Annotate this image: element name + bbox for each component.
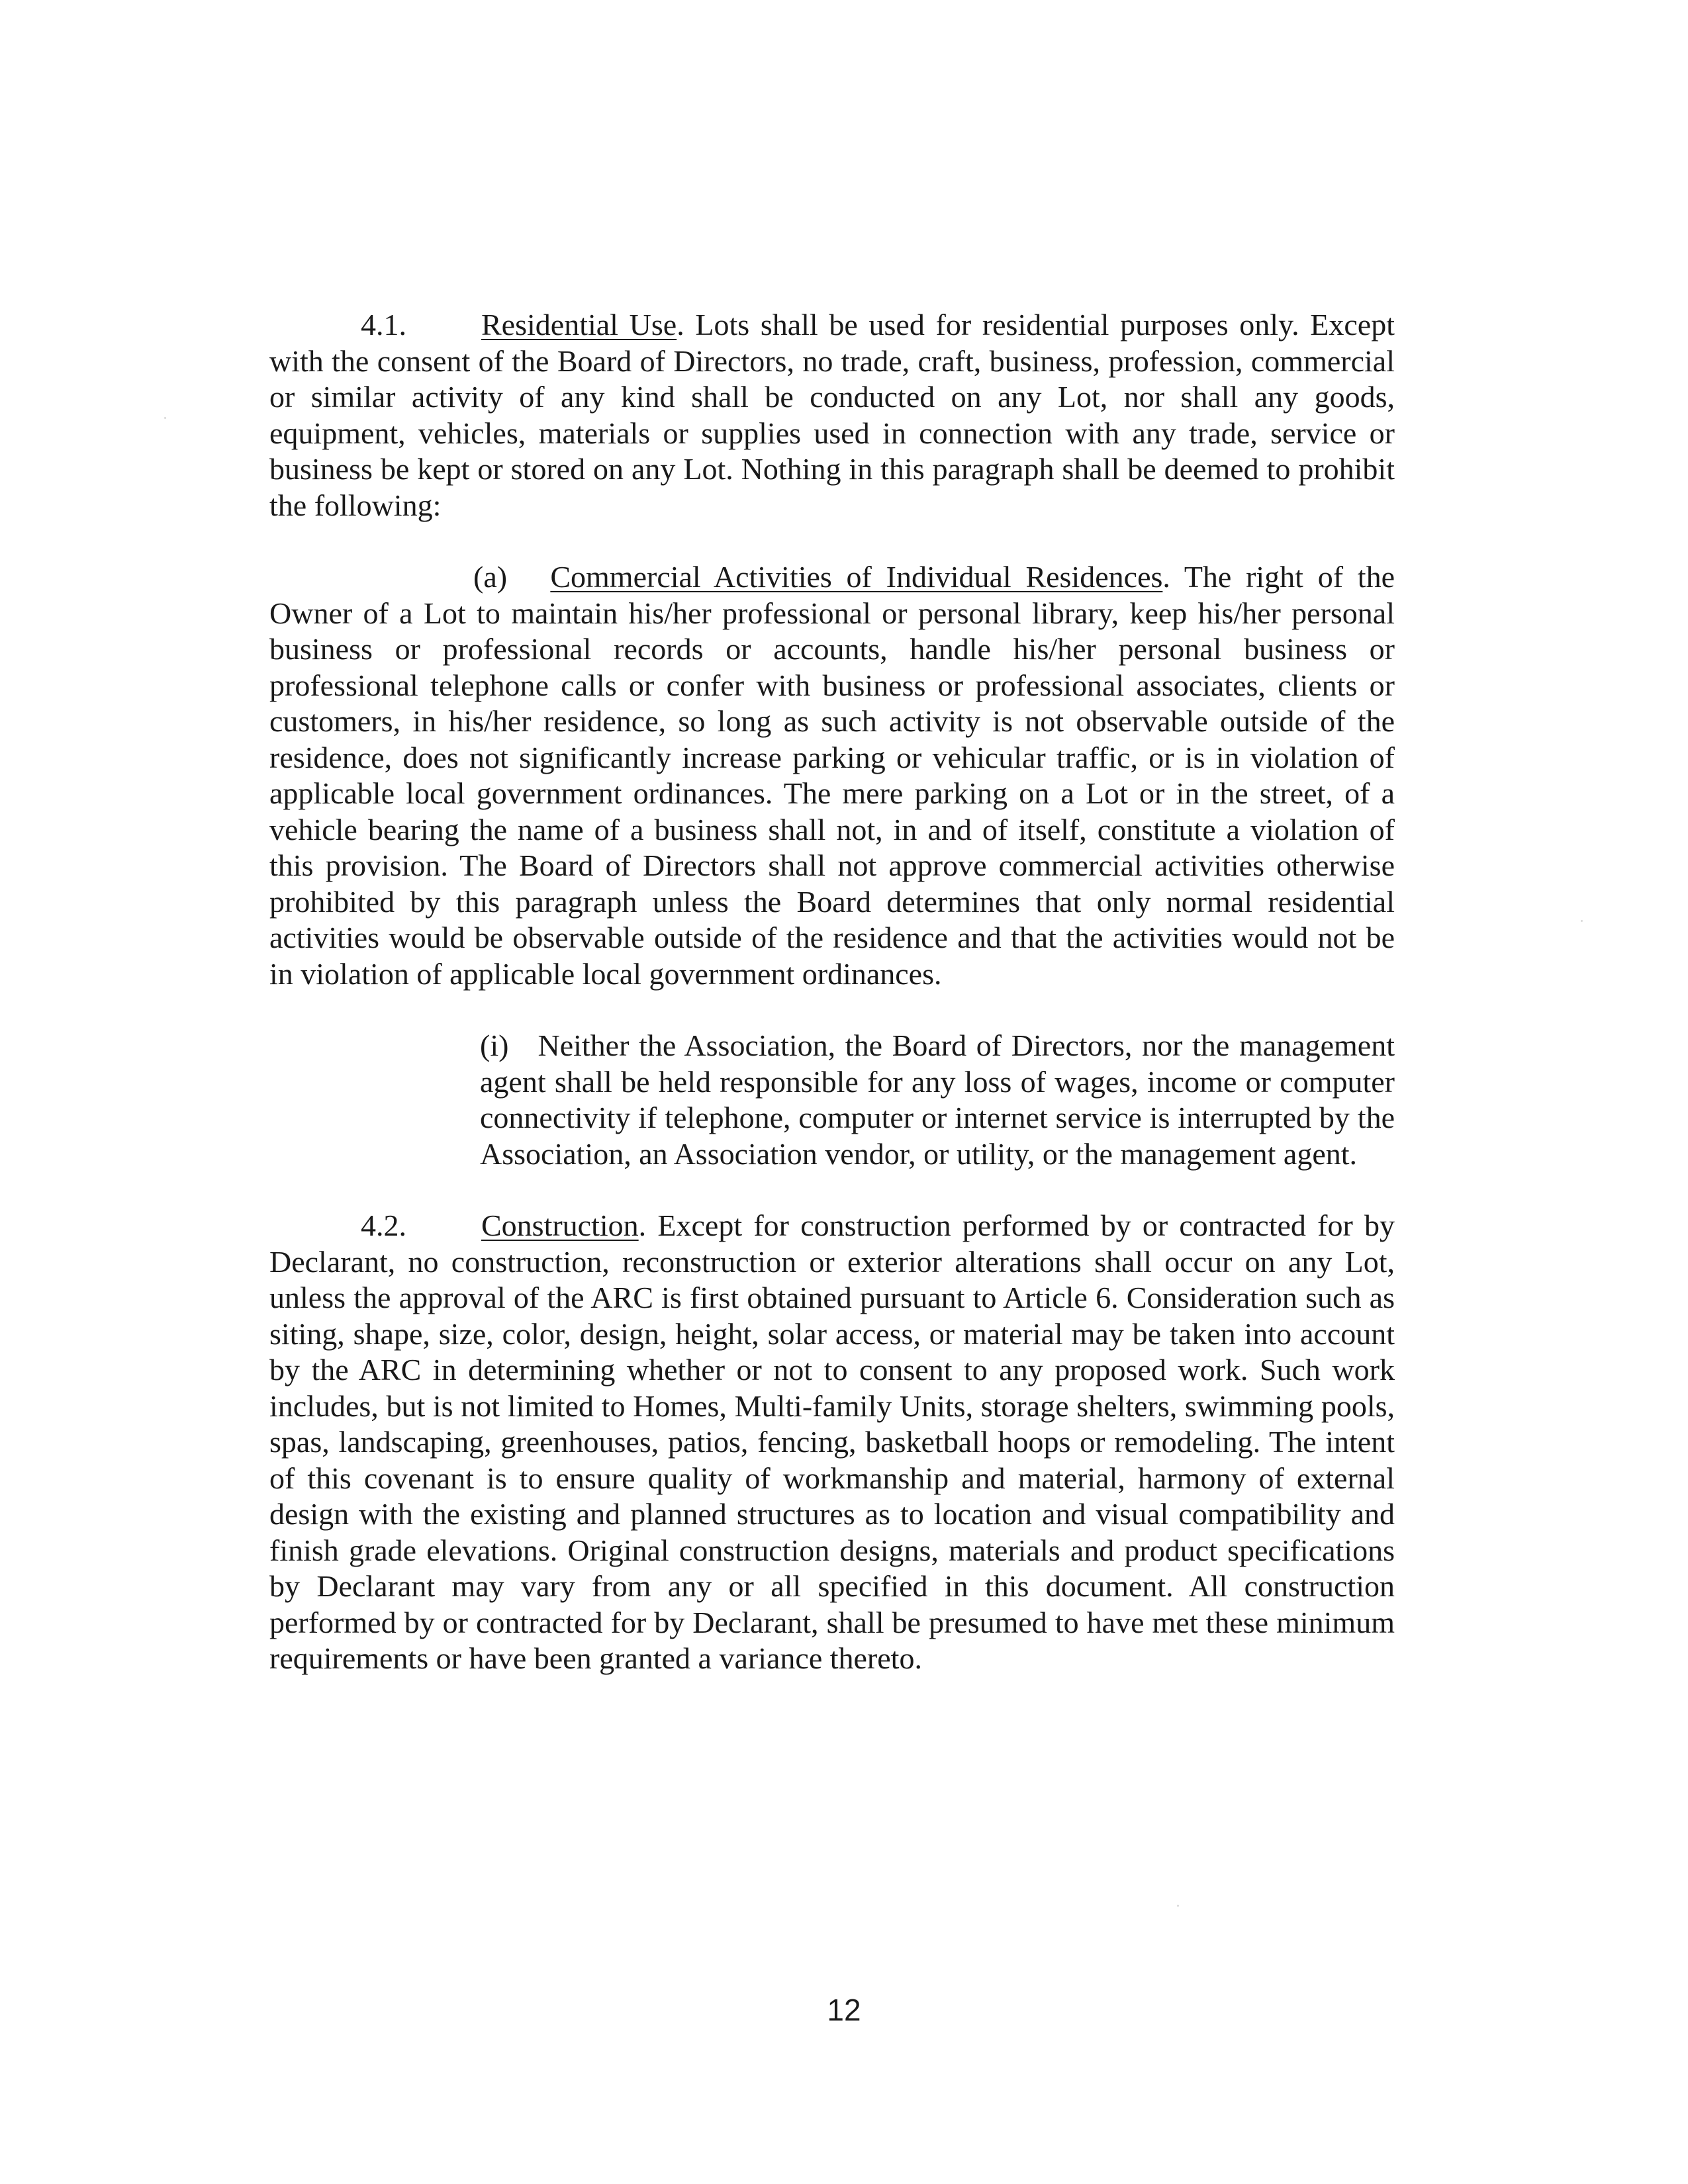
page-number: 12 [827, 1993, 861, 2027]
subsection-a-label: (a) [473, 560, 508, 594]
scan-speck [1177, 1905, 1179, 1907]
subsection-i [480, 1028, 1395, 1172]
subsection-i-label: (i) [480, 1028, 509, 1062]
section-4-2 [269, 1208, 1395, 1677]
subsection-i-body: Neither the Association, the Board of Directors, nor the management agent shall be held responsible for any loss of wages, income or computer connectivity if telephone, computer or internet service is interrupted by the Association, an Association vendor, or utility, or the management agent. [480, 1028, 1395, 1171]
section-4-1-number: 4.1. [361, 308, 406, 341]
subsection-a-body: . The right of the Owner of a Lot to maintain his/her professional or personal library, keep his/her personal business or professional records or accounts, handle his/her personal business or professional telephone calls or confer with business or professional associates, clients or customers, in his/her residence, so long as such activity is not observable outside of the residence, does not significantly increase parking or vehicular traffic, or is in violation of applicable local government ordinances. The mere parking on a Lot or in the street, of a vehicle bearing the name of a business shall not, in and of itself, constitute a violation of this provision. The Board of Directors shall not approve commercial activities otherwise prohibited by this paragraph unless the Board determines that only normal residential activities would be observable outside of the residence and that the activities would not be in violation of applicable local government ordinances. [269, 560, 1395, 991]
subsection-a-heading: Commercial Activities of Individual Residences [550, 560, 1163, 594]
paragraph-spacer [269, 992, 1395, 1028]
section-4-2-body: . Except for construction performed by or contracted for by Declarant, no construction, reconstruction or exterior alterations shall occur on any Lot, unless the approval of the ARC is first obtained pursuant to Article 6. Consideration such as siting, shape, size, color, design, height, solar access, or material may be taken into account by the ARC in determining whether or not to consent to any proposed work. Such work includes, but is not limited to Homes, Multi-family Units, storage shelters, swimming pools, spas, landscaping, greenhouses, patios, fencing, basketball hoops or remodeling. The intent of this covenant is to ensure quality of workmanship and material, harmony of external design with the existing and planned structures as to location and visual compatibility and finish grade elevations. Original construction designs, materials and product specifications by Declarant may vary from any or all specified in this document. All construction performed by or contracted for by Declarant, shall be presumed to have met these minimum requirements or have been granted a variance thereto. [269, 1208, 1395, 1675]
document-page [269, 307, 1395, 1677]
paragraph-spacer [269, 523, 1395, 559]
subsection-a [269, 559, 1395, 992]
section-4-1 [269, 307, 1395, 523]
section-4-1-body: . Lots shall be used for residential purposes only. Except with the consent of the Board of Directors, no trade, craft, business, profession, commercial or similar activity of any kind shall be conducted on any Lot, nor shall any goods, equipment, vehicles, materials or supplies used in connection with any trade, service or business be kept or stored on any Lot. Nothing in this paragraph shall be deemed to prohibit the following: [269, 308, 1395, 522]
paragraph-spacer [269, 1172, 1395, 1208]
section-4-2-heading: Construction [481, 1208, 639, 1242]
section-4-2-number: 4.2. [361, 1208, 406, 1242]
section-4-1-heading: Residential Use [481, 308, 677, 341]
scan-speck [1581, 920, 1583, 922]
scan-speck [164, 417, 166, 419]
